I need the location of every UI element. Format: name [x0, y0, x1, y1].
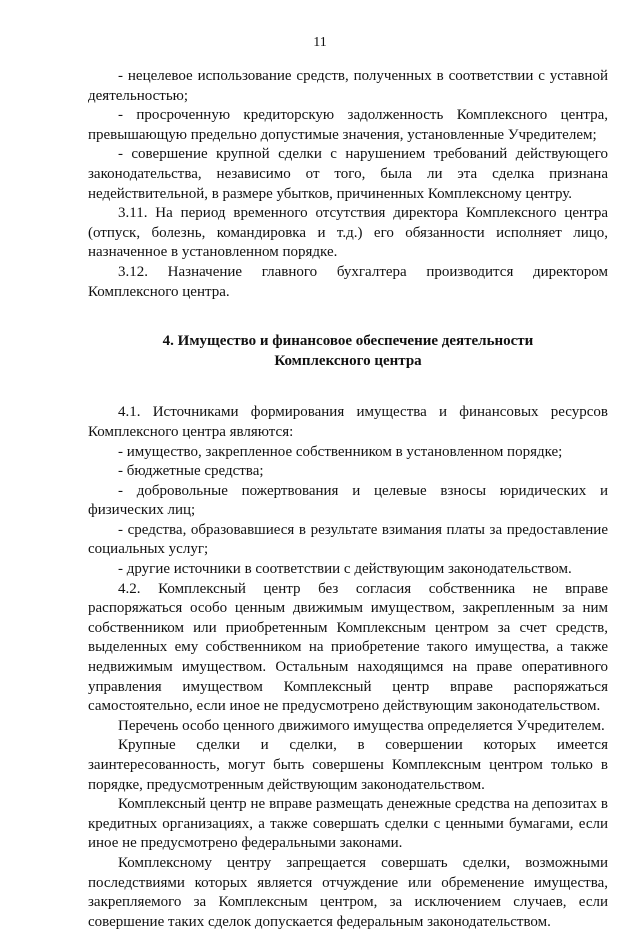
- document-body: [88, 67, 608, 932]
- section-4-body: [88, 403, 608, 932]
- paragraph-major-transactions: Крупные сделки и сделки, в совершении которых имеется заинтересованность, могут быть совершены Комплексным центром только в порядке, предусмотренным действующим законодательством.: [88, 737, 608, 793]
- list-item-budget: - бюджетные средства;: [118, 463, 264, 480]
- list-item-fees: - средства, образовавшиеся в результате взимания платы за предоставление социальных услуг;: [88, 521, 608, 558]
- paragraph-valuable-property: Перечень особо ценного движимого имущества определяется Учредителем.: [118, 717, 605, 734]
- paragraph-3-11: 3.11. На период временного отсутствия директора Комплексного центра (отпуск, болезнь, командировка и т.д.) его обязанности исполняет лицо, назначенное в установленном порядке.: [88, 205, 608, 261]
- list-item-donations: - добровольные пожертвования и целевые взносы юридических и физических лиц;: [88, 482, 608, 519]
- paragraph-prohibited-deals: Комплексному центру запрещается совершать сделки, возможными последствиями которых является отчуждение или обременение имущества, закрепляемого за Комплексным центром, за исключением случаев, если совершение таких сделок допускается федеральным законодательством.: [88, 854, 608, 930]
- heading-line-2: Комплексного центра: [274, 352, 422, 369]
- paragraph-4-2: 4.2. Комплексный центр без согласия собственника не вправе распоряжаться особо ценным движимым имуществом, закрепленным за ним собственником или приобретенным Комплексным центром за счет средств, выделенных ему собственником на приобретение такого имущества, а также недвижимым имуществом. Остальным находящимся на праве оперативного управления имуществом Комплексный центр вправе распоряжаться самостоятельно, если иное не предусмотрено действующим законодательством.: [88, 580, 608, 715]
- paragraph-4-1: 4.1. Источниками формирования имущества и финансовых ресурсов Комплексного центра являются:: [88, 404, 608, 440]
- list-item-other-sources: - другие источники в соответствии с действующим законодательством.: [118, 561, 572, 578]
- section-3-continuation: [88, 67, 608, 302]
- heading-line-1: 4. Имущество и финансовое обеспечение деятельности: [162, 333, 534, 350]
- paragraph-misuse-funds: - нецелевое использование средств, полученных в соответствии с уставной деятельностью;: [88, 68, 608, 104]
- paragraph-overdue-debt: - просроченную кредиторскую задолженность Комплексного центра, превышающую предельно допустимые значения, установленные Учредителем;: [88, 107, 608, 143]
- section-4-heading: [88, 332, 608, 371]
- page-number: 11: [313, 35, 327, 50]
- paragraph-deposits: Комплексный центр не вправе размещать денежные средства на депозитах в кредитных организациях, а также совершать сделки с ценными бумагами, если иное не предусмотрено федеральными законами.: [88, 796, 608, 852]
- paragraph-major-deal: - совершение крупной сделки с нарушением требований действующего законодательства, независимо от того, была ли эта сделка признана недействительной, в размере убытков, причиненных Комплексному центру.: [88, 146, 608, 202]
- paragraph-3-12: 3.12. Назначение главного бухгалтера производится директором Комплексного центра.: [88, 263, 608, 300]
- list-item-property: - имущество, закрепленное собственником в установленном порядке;: [118, 443, 563, 460]
